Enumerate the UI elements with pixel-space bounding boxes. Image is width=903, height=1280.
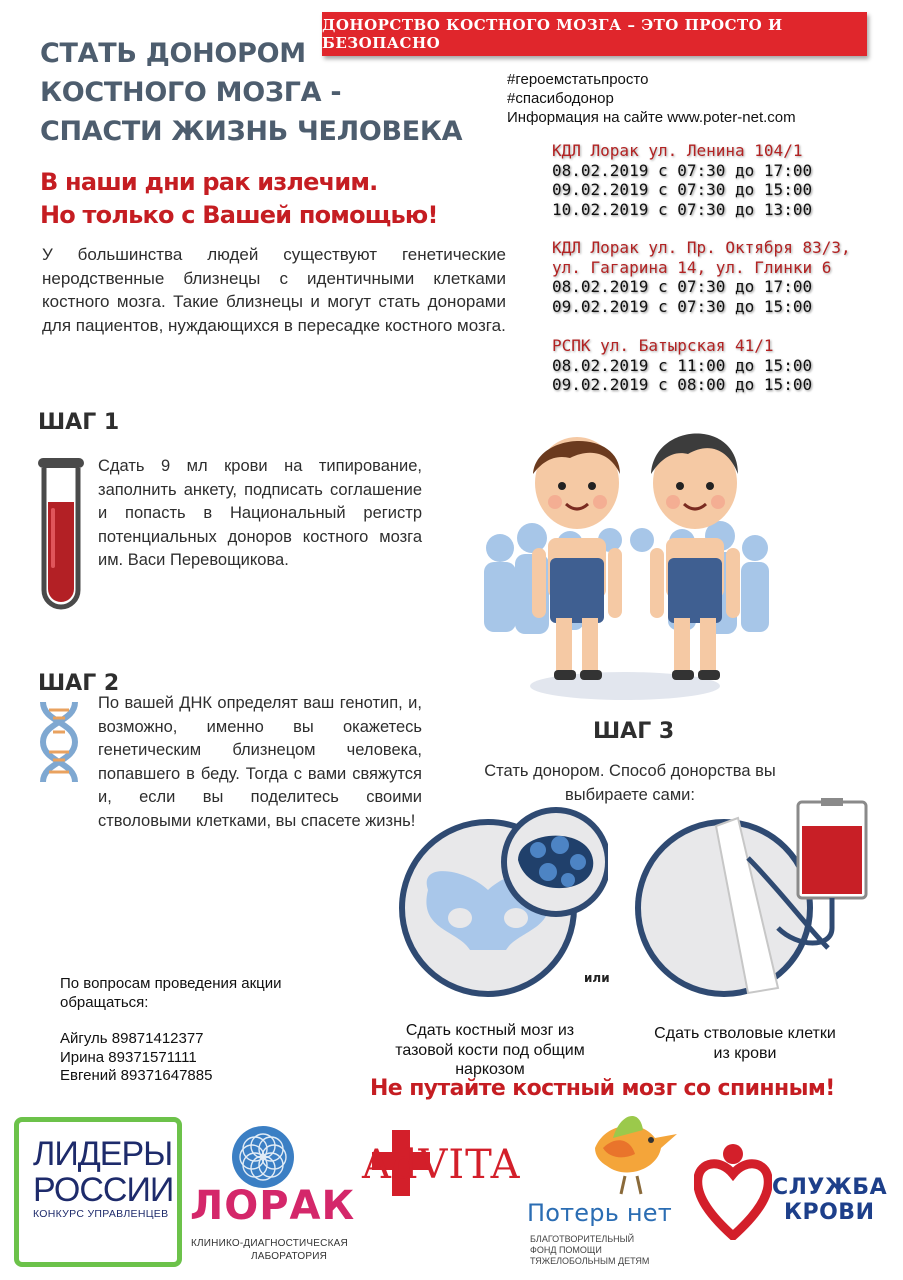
contact-person: Евгений 89371647885 bbox=[60, 1067, 213, 1084]
location-address: ул. Гагарина 14, ул. Глинки 6 bbox=[552, 257, 832, 277]
contacts-heading: По вопросам проведения акции bbox=[60, 975, 282, 992]
poter-subtitle-line: БЛАГОТВОРИТЕЛЬНЫЙ bbox=[530, 1234, 635, 1244]
location-time: 08.02.2019 с 11:00 до 15:00 bbox=[552, 355, 813, 375]
caption-line: Сдать костный мозг из bbox=[405, 1022, 575, 1039]
location-time: 08.02.2019 с 07:30 до 17:00 bbox=[552, 160, 813, 180]
sluzhba-krovi-logo bbox=[772, 1175, 887, 1225]
poter-net-logo: Потерь нет bbox=[527, 1199, 672, 1227]
poter-subtitle-line: ТЯЖЕЛОБОЛЬНЫМ ДЕТЯМ bbox=[530, 1256, 650, 1266]
lorak-subtitle-line: КЛИНИКО-ДИАГНОСТИЧЕСКАЯ bbox=[191, 1238, 348, 1249]
contacts-block bbox=[60, 975, 281, 1086]
or-label: или bbox=[584, 971, 610, 985]
caption-line: Сдать стволовые клетки bbox=[654, 1025, 836, 1042]
intro-paragraph: У большинства людей существуют генетические неродственные близнецы с идентичными клетками костного мозга. Такие близнецы и могут стать донорами для пациентов, нуждающихся в пересадке костного мозга. bbox=[42, 245, 506, 335]
location-time: 08.02.2019 с 07:30 до 17:00 bbox=[552, 277, 813, 296]
advita-logo: AdVITA bbox=[362, 1142, 521, 1188]
location-time: 09.02.2019 с 07:30 до 15:00 bbox=[552, 296, 813, 316]
lidery-line: РОССИИ bbox=[33, 1171, 174, 1209]
lorak-subtitle-line: ЛАБОРАТОРИЯ bbox=[251, 1251, 328, 1262]
step2-text: По вашей ДНК определят ваш генотип, и, возможно, именно вы окажетесь генетическим близнецом человека, попавшего в беду. Тогда с вами свяжутся и, если вы поделитесь своими стволовыми клетками, вы спасете жизнь! bbox=[98, 694, 422, 830]
caption-line: из крови bbox=[713, 1044, 777, 1062]
step3-text-line: Стать донором. Способ донорства вы bbox=[484, 762, 776, 780]
hashtag: #спасибодонор bbox=[507, 90, 614, 107]
contact-person: Ирина 89371571111 bbox=[60, 1048, 197, 1066]
title-line: СТАТЬ ДОНОРОМ bbox=[40, 38, 306, 69]
lorak-emblem-icon bbox=[230, 1124, 296, 1190]
lidery-rossii-logo bbox=[14, 1117, 182, 1267]
location-address: КДЛ Лорак ул. Пр. Октября 83/3, bbox=[552, 238, 851, 257]
hashtag: #героемстатьпросто bbox=[507, 71, 649, 88]
sluzhba-line: КРОВИ bbox=[784, 1200, 875, 1225]
option-bone-marrow-caption bbox=[350, 1021, 630, 1080]
step1-text: Сдать 9 мл крови на типирование, заполнить анкету, подписать соглашение и попасть в Национальный регистр потенциальных доноров костного мозга им. Васи Перевощикова. bbox=[98, 457, 422, 569]
poter-net-subtitle bbox=[530, 1234, 649, 1267]
website-info: Информация на сайте www.poter-net.com bbox=[507, 109, 796, 126]
boy-right bbox=[650, 433, 740, 680]
warning-text: Не путайте костный мозг со спинным! bbox=[370, 1076, 835, 1101]
option-blood-caption bbox=[620, 1024, 870, 1063]
caption-line: наркозом bbox=[455, 1061, 525, 1078]
title-line: СПАСТИ ЖИЗНЬ ЧЕЛОВЕКА bbox=[40, 116, 463, 147]
boy-left bbox=[532, 437, 622, 680]
test-tube-icon bbox=[36, 454, 86, 614]
blood-bag-icon bbox=[628, 798, 878, 1003]
location-address: КДЛ Лорак ул. Ленина 104/1 bbox=[552, 141, 803, 160]
pelvis-icon bbox=[388, 800, 608, 1000]
twins-illustration bbox=[470, 408, 780, 708]
poter-subtitle-line: ФОНД ПОМОЩИ bbox=[530, 1245, 602, 1255]
hashtags-block bbox=[507, 70, 796, 127]
schedule-location-1 bbox=[552, 141, 812, 219]
location-time: 10.02.2019 с 07:30 до 13:00 bbox=[552, 199, 813, 219]
schedule-location-3 bbox=[552, 336, 812, 395]
contact-person: Айгуль 89871412377 bbox=[60, 1030, 204, 1047]
location-address: РСПК ул. Батырская 41/1 bbox=[552, 336, 774, 355]
lidery-subtitle: КОНКУРС УПРАВЛЕНЦЕВ bbox=[33, 1208, 169, 1220]
bird-icon bbox=[585, 1108, 685, 1198]
step2-heading: ШАГ 2 bbox=[38, 671, 120, 696]
step3-heading: ШАГ 3 bbox=[593, 719, 675, 744]
lorak-subtitle bbox=[191, 1237, 348, 1263]
slogan-line: Но только с Вашей помощью! bbox=[40, 201, 438, 229]
top-banner: ДОНОРСТВО КОСТНОГО МОЗГА – ЭТО ПРОСТО И БЕЗОПАСНО bbox=[322, 12, 867, 56]
location-time: 09.02.2019 с 07:30 до 15:00 bbox=[552, 180, 813, 199]
main-title bbox=[40, 34, 500, 151]
location-time: 09.02.2019 с 08:00 до 15:00 bbox=[552, 375, 813, 394]
sluzhba-krovi-heart-icon bbox=[694, 1140, 772, 1240]
contacts-heading: обращаться: bbox=[60, 993, 149, 1011]
caption-line: тазовой кости под общим bbox=[395, 1041, 585, 1059]
lorak-logo: ЛОРАК bbox=[190, 1183, 356, 1229]
lidery-line: ЛИДЕРЫ bbox=[33, 1135, 173, 1173]
step1-heading: ШАГ 1 bbox=[38, 410, 120, 435]
title-line: КОСТНОГО МОЗГА - bbox=[40, 77, 342, 108]
slogan-line: В наши дни рак излечим. bbox=[40, 168, 378, 196]
step3-text-line: выбираете сами: bbox=[565, 785, 695, 804]
schedule-location-2 bbox=[552, 238, 851, 316]
dna-icon bbox=[37, 700, 81, 784]
slogan bbox=[40, 166, 438, 232]
sluzhba-line: СЛУЖБА bbox=[772, 1175, 888, 1200]
